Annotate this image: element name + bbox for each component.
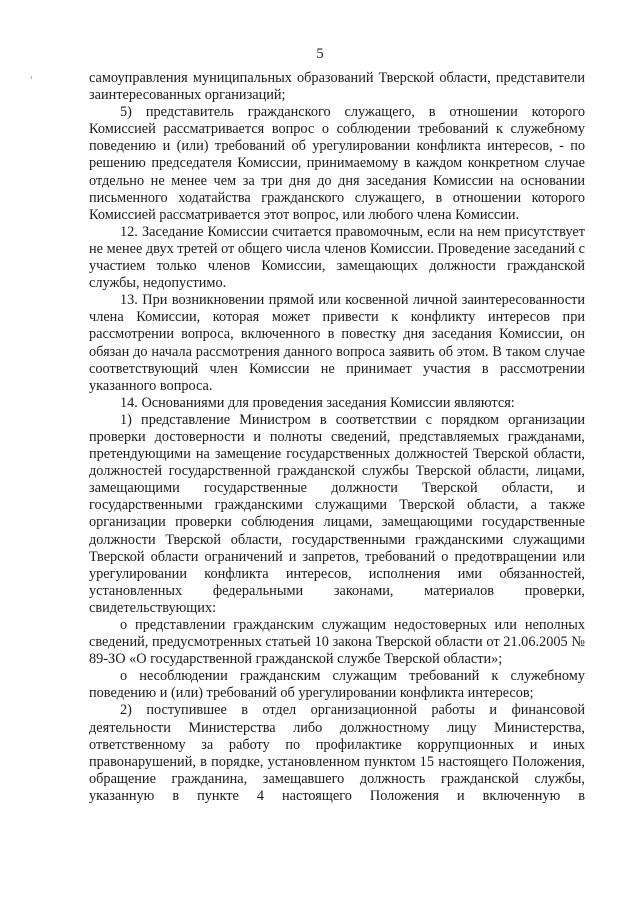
paragraph-item-5: 5) представитель гражданского служащего, в отношении которого Комиссией рассматривается вопрос о соблюдении требований к служебному поведению и (или) требований об урегулировании конфликта интересов, - по решению председателя Комиссии, принимаемому в каждом конкретном случае отдельно не менее чем за три дня до дня заседания Комиссии на основании письменного ходатайства гражданского служащего, в отношении которого Комиссией рассматривается этот вопрос, или любого члена Комиссии. [89,104,585,223]
document-body [89,70,585,805]
paragraph-14: 14. Основаниями для проведения заседания Комиссии являются: [120,394,515,411]
margin-mark [31,76,32,79]
paragraph-14-item-1: 1) представление Министром в соответствии с порядком организации проверки достоверности и полноты сведений, представляемых гражданами, претендующими на замещение государственных должностей Тверской области, должностей государственной гражданской службы Тверской области, лицами, замещающими государственные должности Тверской области, и государственными гражданскими служащими Тверской области, а также организации проверки соблюдения лицами, замещающими государственные должности Тверской области, государственными гражданскими служащими Тверской области ограничений и запретов, требований о предотвращении или урегулировании конфликта интересов, исполнения ими обязанностей, установленных федеральными законами, материалов проверки, свидетельствующих: [89,411,585,616]
paragraph-12: 12. Заседание Комиссии считается правомочным, если на нем присутствует не менее двух третей от общего числа членов Комиссии. Проведение заседаний с участием только членов Комиссии, замещающих должности гражданской службы, недопустимо. [89,223,585,292]
page-number: 5 [316,46,324,62]
paragraph-14-item-2: 2) поступившее в отдел организационной работы и финансовой деятельности Министерства либо должностному лицу Министерства, ответственному за работу по профилактике коррупционных и иных правонарушений, в порядке, установленном пунктом 15 настоящего Положения, обращение гражданина, замещавшего должность гражданской службы, указанную в пункте 4 настоящего Положения и включенную в [89,702,585,804]
paragraph-non-compliance: о несоблюдении гражданским служащим требований к служебному поведению и (или) требований об урегулировании конфликта интересов; [89,668,585,702]
paragraph-13: 13. При возникновении прямой или косвенной личной заинтересованности члена Комиссии, которая может привести к конфликту интересов при рассмотрении вопроса, включенного в повестку дня заседания Комиссии, он обязан до начала рассмотрения данного вопроса заявить об этом. В таком случае соответствующий член Комиссии не принимает участия в рассмотрении указанного вопроса. [89,292,585,394]
paragraph-municipal-representatives: самоуправления муниципальных образований Тверской области, представители заинтересованных организаций; [89,70,585,104]
paragraph-false-information: о представлении гражданским служащим недостоверных или неполных сведений, предусмотренных статьей 10 закона Тверской области от 21.06.2005 № 89-ЗО «О государственной гражданской службе Тверской области»; [89,617,585,668]
